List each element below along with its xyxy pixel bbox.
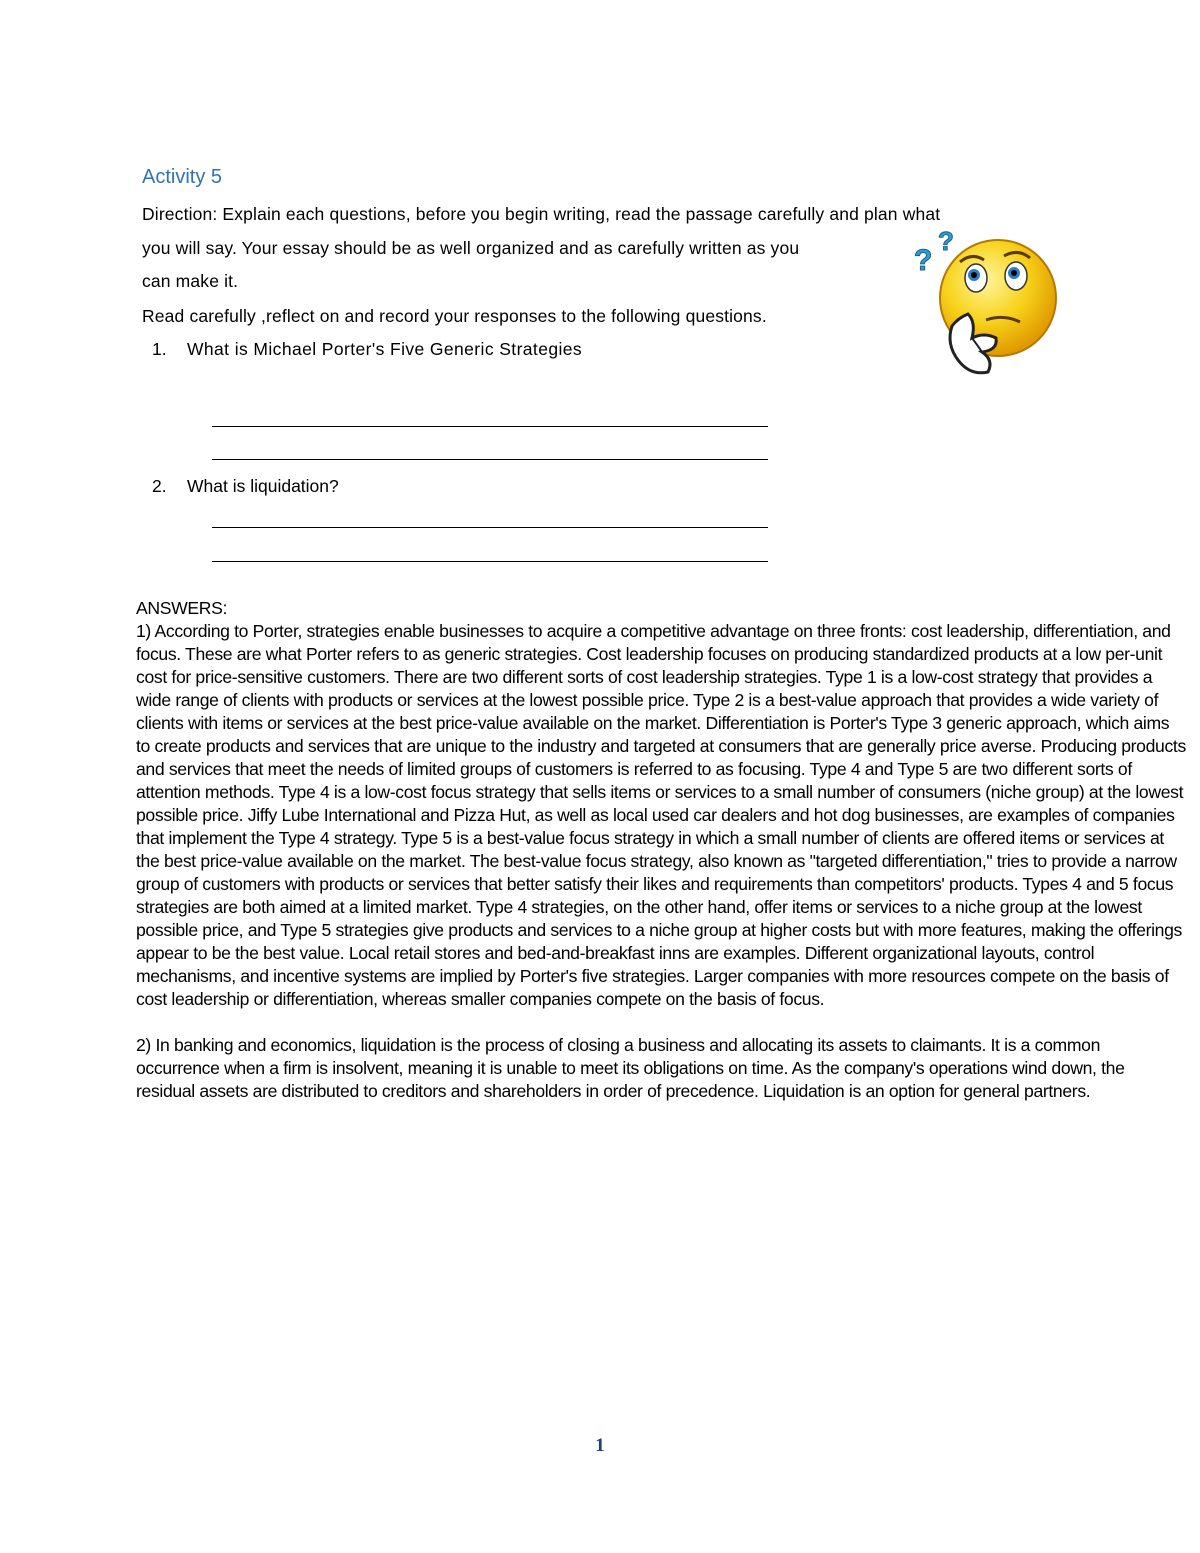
answer-line bbox=[212, 426, 768, 427]
answer-line bbox=[212, 527, 768, 528]
direction-line-2: you will say. Your essay should be as well organized and as carefully written as you bbox=[142, 238, 800, 258]
answer-line bbox=[212, 561, 768, 562]
svg-text:?: ? bbox=[914, 244, 933, 277]
svg-text:?: ? bbox=[938, 226, 954, 256]
instruction-text: Read carefully ,reflect on and record your responses to the following questions. bbox=[142, 306, 767, 326]
direction-line-3: can make it. bbox=[142, 271, 239, 291]
question-2-number: 2. bbox=[152, 476, 167, 496]
answers-section bbox=[136, 597, 1186, 1103]
page-number: 1 bbox=[595, 1435, 605, 1456]
question-1-text: What is Michael Porter's Five Generic Strategies bbox=[187, 339, 583, 359]
question-1-number: 1. bbox=[152, 339, 167, 359]
answer-1: 1) According to Porter, strategies enable businesses to acquire a competitive advantage on three fronts: cost leadership, differentiation, and focus. These are what Porter refers to as generic strategies. Cost leadership focuses on producing standardized products at a low per-unit cost for price-sensitive customers. There are two different sorts of cost leadership strategies. Type 1 is a low-cost strategy that provides a wide range of clients with products or services at the lowest possible price. Type 2 is a best-value approach that provides a wide variety of clients with items or services at the best price-value available on the market. Differentiation is Porter's Type 3 generic approach, which aims to create products and services that are unique to the industry and targeted at consumers that are generally price averse. Producing products and services that meet the needs of limited groups of customers is referred to as focusing. Type 4 and Type 5 are two different sorts of attention methods. Type 4 is a low-cost focus strategy that sells items or services to a small number of consumers (niche group) at the lowest possible price. Jiffy Lube International and Pizza Hut, as well as local used car dealers and hot dog businesses, are examples of companies that implement the Type 4 strategy. Type 5 is a best-value focus strategy in which a small number of clients are offered items or services at the best price-value available on the market. The best-value focus strategy, also known as "targeted differentiation," tries to provide a narrow group of customers with products or services that better satisfy their likes and requirements than competitors' products. Types 4 and 5 focus strategies are both aimed at a limited market. Type 4 strategies, on the other hand, offer items or services to a niche group at the lowest possible price, and Type 5 strategies give products and services to a niche group at higher costs but with more features, making the offerings appear to be the best value. Local retail stores and bed-and-breakfast inns are examples. Different organizational layouts, control mechanisms, and incentive systems are implied by Porter's five strategies. Larger companies with more resources compete on the basis of cost leadership or differentiation, whereas smaller companies compete on the basis of focus. bbox=[136, 621, 1186, 1009]
answer-2: 2) In banking and economics, liquidation is the process of closing a business and allocating its assets to claimants. It is a common occurrence when a firm is insolvent, meaning it is unable to meet its obligations on time. As the company's operations wind down, the residual assets are distributed to creditors and shareholders in order of precedence. Liquidation is an option for general partners. bbox=[136, 1035, 1125, 1101]
thinking-face-icon bbox=[912, 226, 1062, 381]
answers-heading: ANSWERS: bbox=[136, 598, 228, 618]
answer-line bbox=[212, 459, 768, 460]
activity-title: Activity 5 bbox=[142, 166, 223, 188]
question-2-text: What is liquidation? bbox=[187, 476, 339, 496]
direction-line-1: Direction: Explain each questions, before you begin writing, read the passage carefully and plan what bbox=[142, 204, 941, 224]
